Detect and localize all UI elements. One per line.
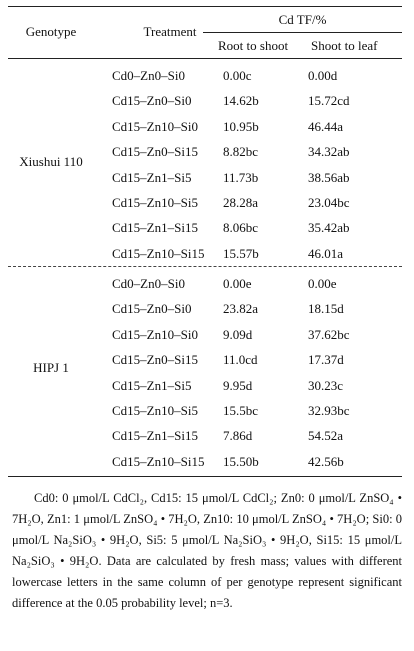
treatment-cell: Cd15–Zn0–Si0 — [112, 301, 192, 317]
shoot-to-leaf-cell: 46.44a — [308, 118, 344, 134]
root-to-shoot-cell: 11.73b — [223, 169, 259, 185]
header-root-to-shoot: Root to shoot — [218, 38, 289, 53]
group-underline — [203, 32, 402, 33]
treatment-cell: Cd0–Zn0–Si0 — [112, 276, 185, 291]
root-to-shoot-cell: 8.06bc — [223, 220, 259, 236]
shoot-to-leaf-cell: 30.23c — [308, 377, 344, 393]
root-to-shoot-cell: 9.95d — [223, 377, 253, 393]
treatment-cell: Cd15–Zn0–Si15 — [112, 144, 198, 160]
shoot-to-leaf-cell: 54.52a — [308, 428, 344, 444]
shoot-to-leaf-cell: 23.04bc — [308, 195, 350, 210]
bottom-rule — [8, 476, 402, 477]
shoot-to-leaf-cell: 46.01a — [308, 245, 344, 261]
treatment-cell: Cd15–Zn10–Si15 — [112, 245, 205, 261]
root-to-shoot-cell: 15.57b — [223, 245, 259, 261]
root-to-shoot-cell: 14.62b — [223, 93, 259, 109]
shoot-to-leaf-cell: 37.62bc — [308, 326, 350, 342]
genotype-label: HIPJ 1 — [33, 360, 69, 375]
shoot-to-leaf-cell: 42.56b — [308, 453, 344, 469]
root-to-shoot-cell: 15.50b — [223, 453, 259, 469]
root-to-shoot-cell: 9.09d — [223, 326, 253, 342]
root-to-shoot-cell: 0.00c — [223, 68, 252, 83]
root-to-shoot-cell: 28.28a — [223, 195, 259, 210]
root-to-shoot-cell: 11.0cd — [223, 352, 258, 368]
shoot-to-leaf-cell: 34.32ab — [308, 144, 350, 160]
shoot-to-leaf-cell: 32.93bc — [308, 403, 350, 418]
treatment-cell: Cd15–Zn1–Si5 — [112, 169, 192, 185]
shoot-to-leaf-cell: 38.56ab — [308, 169, 350, 185]
treatment-cell: Cd15–Zn1–Si5 — [112, 377, 192, 393]
header-genotype: Genotype — [25, 24, 77, 39]
table-footnote — [12, 488, 402, 614]
shoot-to-leaf-cell: 35.42ab — [308, 220, 350, 236]
footnote-text: Cd0: 0 μmol/L CdCl₂, Cd15: 15 μmol/L CdCl₂; Zn0: 0 μmol/L ZnSO₄ • 7H₂O, Zn1: 1 μmol/L ZnSO₄ • 7H₂O, Zn10: 10 μmol/L ZnSO₄ • 7H₂O; Si0: 0 μmol/L Na₂SiO₃ • 9H₂O, Si5: 5 μmol/L Na₂SiO₃ • 9H₂O, Si15: 15 μmol/L Na₂SiO₃ • 9H₂O. Data are calculated by fresh mass; values with different lowercase letters in the same column of per genotype represent significant difference at the 0.05 probability level; n=3. — [12, 491, 402, 610]
header-rule — [8, 58, 402, 59]
top-rule — [8, 6, 402, 7]
group-separator — [8, 266, 402, 267]
treatment-cell: Cd15–Zn1–Si15 — [112, 428, 198, 444]
genotype-label: Xiushui 110 — [19, 154, 83, 169]
root-to-shoot-cell: 23.82a — [223, 301, 259, 317]
shoot-to-leaf-cell: 15.72cd — [308, 93, 350, 109]
root-to-shoot-cell: 7.86d — [223, 428, 253, 444]
header-cd-tf: Cd TF/% — [278, 12, 327, 27]
treatment-cell: Cd15–Zn10–Si0 — [112, 118, 198, 134]
treatment-cell: Cd0–Zn0–Si0 — [112, 68, 185, 83]
root-to-shoot-cell: 0.00e — [223, 276, 252, 291]
shoot-to-leaf-cell: 0.00e — [308, 276, 337, 291]
treatment-cell: Cd15–Zn10–Si15 — [112, 453, 205, 469]
header-treatment: Treatment — [143, 24, 197, 39]
treatment-cell: Cd15–Zn10–Si5 — [112, 195, 198, 210]
treatment-cell: Cd15–Zn1–Si15 — [112, 220, 198, 236]
treatment-cell: Cd15–Zn0–Si0 — [112, 93, 192, 109]
shoot-to-leaf-cell: 18.15d — [308, 301, 344, 317]
shoot-to-leaf-cell: 17.37d — [308, 352, 344, 368]
treatment-cell: Cd15–Zn0–Si15 — [112, 352, 198, 368]
root-to-shoot-cell: 10.95b — [223, 118, 259, 134]
root-to-shoot-cell: 8.82bc — [223, 144, 259, 160]
treatment-cell: Cd15–Zn10–Si5 — [112, 403, 198, 418]
header-shoot-to-leaf: Shoot to leaf — [311, 38, 378, 53]
shoot-to-leaf-cell: 0.00d — [308, 68, 338, 83]
root-to-shoot-cell: 15.5bc — [223, 403, 259, 418]
treatment-cell: Cd15–Zn10–Si0 — [112, 326, 198, 342]
